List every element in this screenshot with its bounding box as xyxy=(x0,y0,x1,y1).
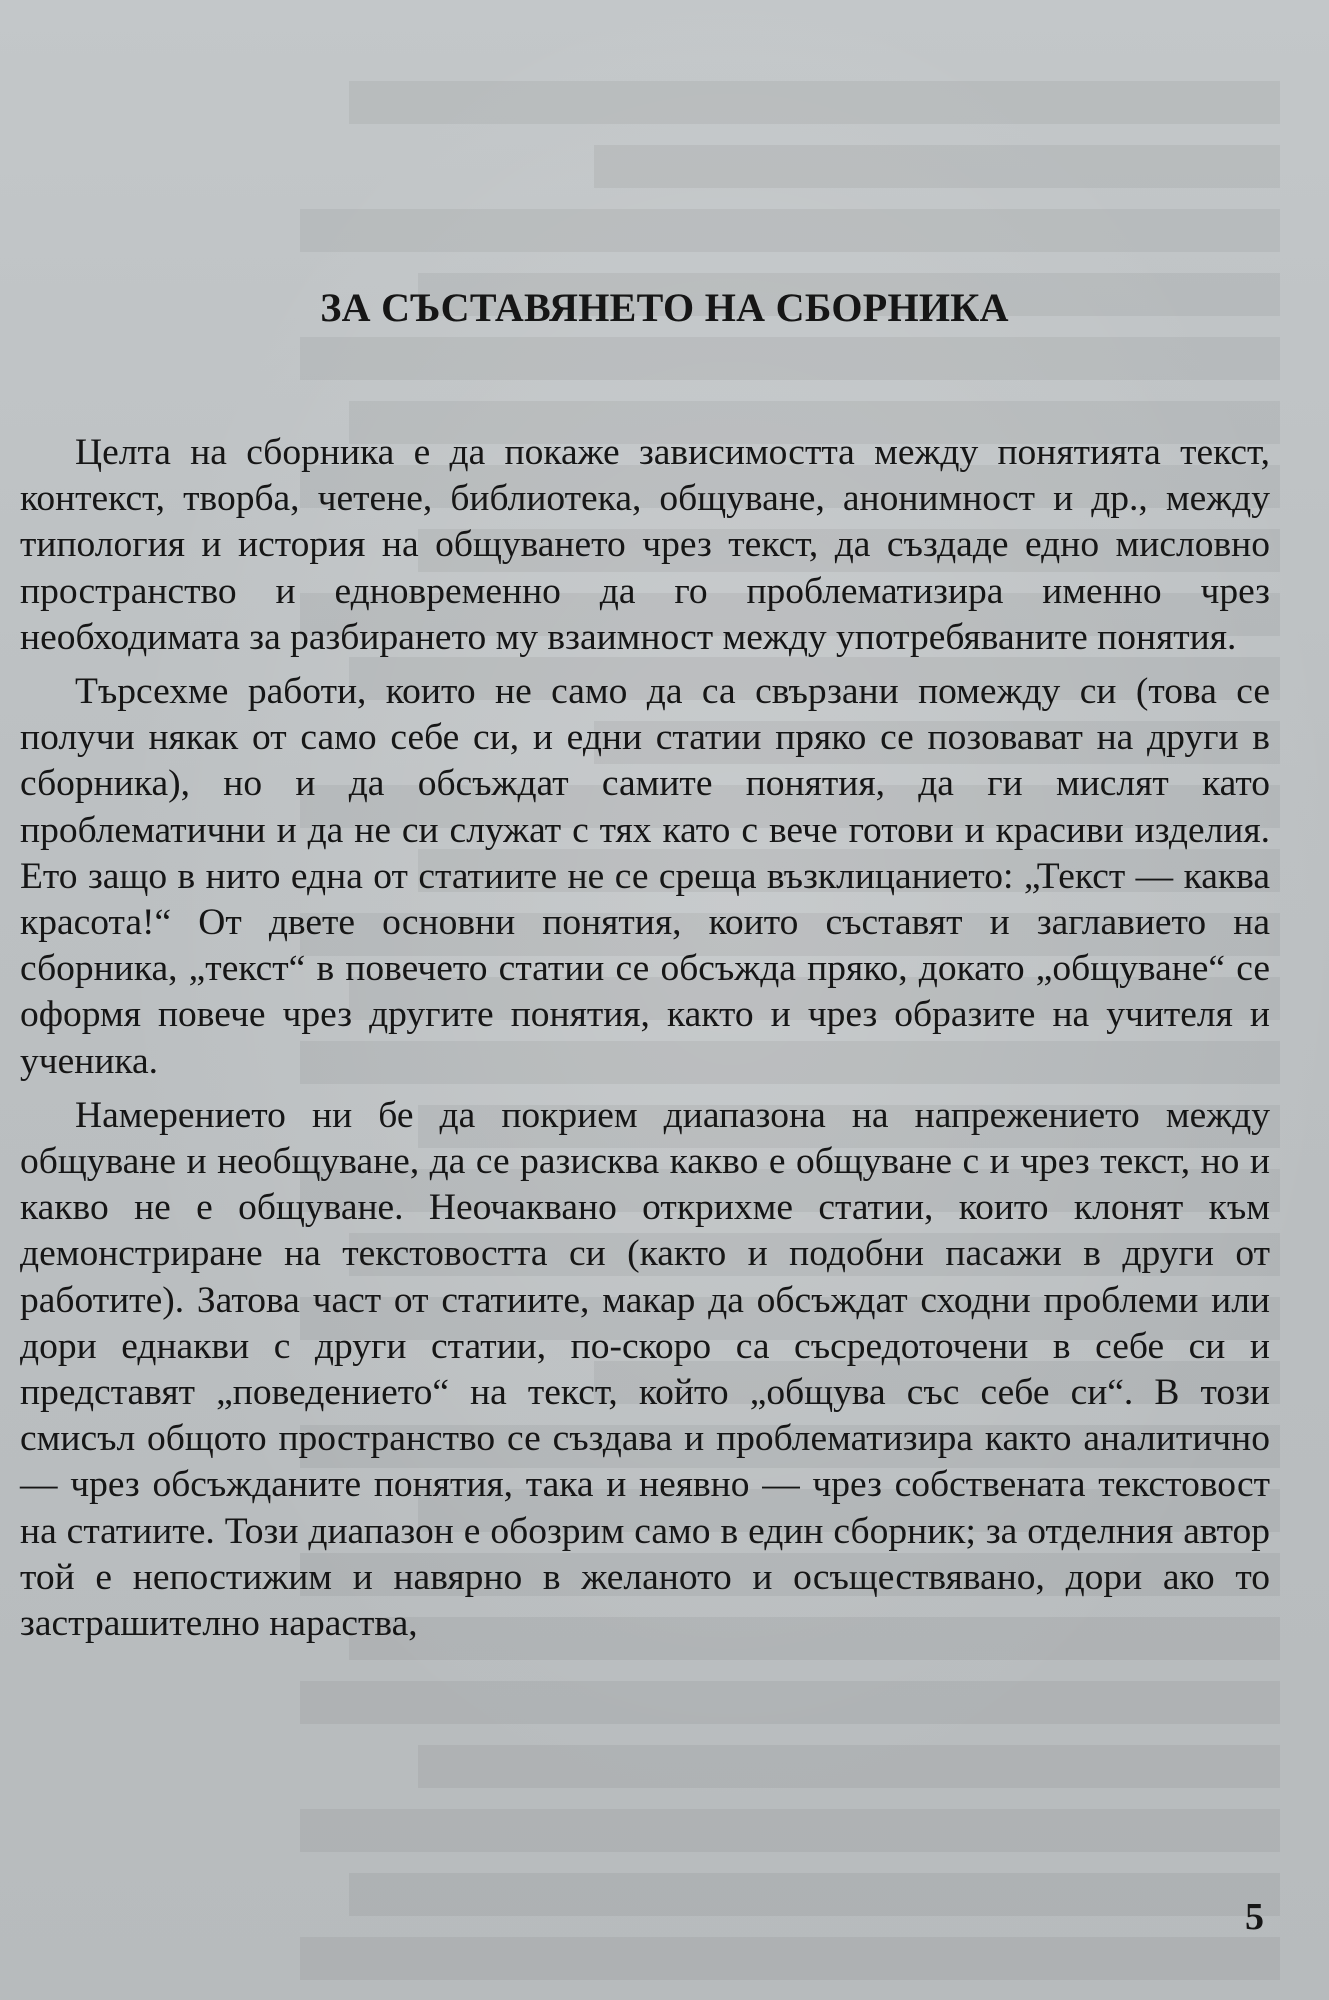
page-number: 5 xyxy=(1245,1896,1264,1938)
paragraph-1: Целта на сборника е да покаже зависимостта между понятията текст, контекст, творба, четене, библиотека, общуване, анонимност и др., между типология и история на общуването чрез текст, да създаде едно мисловно пространство и едновременно да го проблематизира именно чрез необходимата за разбирането му взаимност между употребяваните понятия. xyxy=(20,432,1270,658)
chapter-title: ЗА СЪСТАВЯНЕТО НА СБОРНИКА xyxy=(320,285,1009,330)
paragraph-3: Намерението ни бе да покрием диапазона на напрежението между общуване и необщуване, да се разисква какво е общуване с и чрез текст, но и какво не е общуване. Неочаквано открихме статии, които клонят към демонстриране на текстовостта си (както и подобни пасажи в други от работите). Затова част от статиите, макар да обсъждат сходни проблеми или дори еднакви с други статии, по-скоро са съсредоточени в себе си и представят „поведението“ на текст, който „общува със себе си“. В този смисъл общото пространство се създава и проблематизира както аналитично — чрез обсъжданите понятия, така и неявно — чрез собствената текстовост на статиите. Този диапазон е обозрим само в един сборник; за отделния автор той е непостижим и навярно в желаното и осъществявано, дори ако то застрашително нараства, xyxy=(20,1094,1270,1645)
paragraph-2: Търсехме работи, които не само да са свързани помежду си (това се получи някак от само себе си, и едни статии пряко се позовават на други в сборника), но и да обсъждат самите понятия, да ги мислят като проблематични и да не си служат с тях като с вече готови и красиви изделия. Ето защо в нито една от статиите не се среща възклицанието: „Текст — каква красота!“ От двете основни понятия, които съставят и заглавието на сборника, „текст“ в повечето статии се обсъжда пряко, докато „общуване“ се оформя повече чрез другите понятия, както и чрез образите на учителя и ученика. xyxy=(20,671,1270,1082)
body-text xyxy=(20,430,1270,1655)
